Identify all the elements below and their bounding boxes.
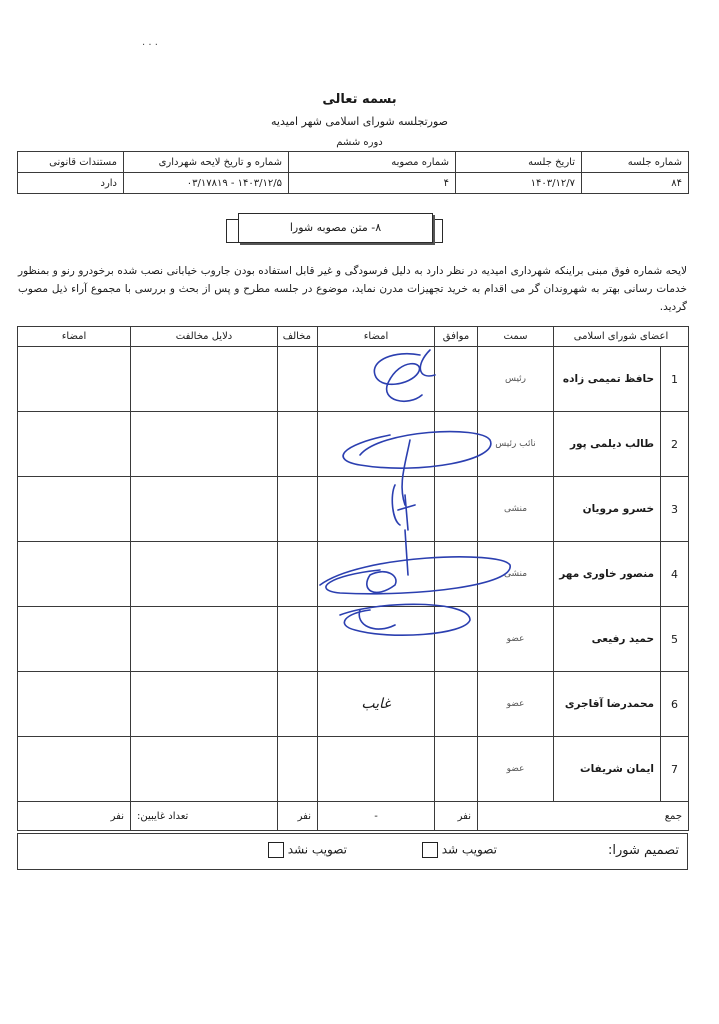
member-role: نائب رئیس	[478, 412, 554, 477]
agree-cell	[435, 672, 478, 737]
signature-cell	[318, 412, 435, 477]
scan-speck: · · ·	[142, 40, 158, 51]
member-role: عضو	[478, 672, 554, 737]
meta-table	[17, 151, 689, 194]
reasons-cell	[131, 477, 278, 542]
option-rejected[interactable]	[262, 842, 347, 858]
signature-cell	[318, 477, 435, 542]
meta-value-bill-ref: ۱۴۰۳/۱۲/۵ - ۰۳/۱۷۸۱۹	[124, 173, 289, 194]
header-term: دوره ششم	[336, 137, 383, 148]
oppose-cell	[278, 347, 318, 412]
signature-cell-2	[18, 672, 131, 737]
table-row	[18, 412, 689, 477]
signature-cell-2	[18, 737, 131, 802]
oppose-cell	[278, 477, 318, 542]
signature-cell	[318, 542, 435, 607]
row-number: 1	[661, 347, 689, 412]
members-table	[17, 326, 689, 831]
row-number: 6	[661, 672, 689, 737]
meta-value-session-no: ۸۴	[582, 173, 689, 194]
resolution-text: لایحه شماره فوق مبنی براینکه شهرداری امیدیه در نظر دارد به دلیل فرسودگی و غیر قابل استفاده بودن جاروب خیابانی نصب شده برخودرو رنو و بمنظور خدمات رسانی بهتر به شهروندان گر می اقدام به خرید تجهیزات مدرن نماید، موضوع در جلسه مطرح و پس از بحث و بررسی با مجموع آراء ذیل مصوب گردید.	[18, 265, 687, 313]
table-row	[18, 347, 689, 412]
member-name: طالب دیلمی پور	[554, 412, 661, 477]
member-name: خسرو مرویان	[554, 477, 661, 542]
oppose-cell	[278, 542, 318, 607]
row-number: 3	[661, 477, 689, 542]
oppose-cell	[278, 412, 318, 477]
meta-value-resolution-no: ۴	[289, 173, 456, 194]
member-role: منشی	[478, 477, 554, 542]
header-reasons: دلایل مخالفت	[131, 327, 278, 347]
resolution-banner: ۸- متن مصوبه شورا	[238, 213, 433, 243]
agree-cell	[435, 542, 478, 607]
row-number: 4	[661, 542, 689, 607]
summary-signature-dash: -	[318, 802, 435, 831]
oppose-cell	[278, 737, 318, 802]
member-role: عضو	[478, 607, 554, 672]
signature-cell-2	[18, 542, 131, 607]
member-name: حمید رفیعی	[554, 607, 661, 672]
header-signature: امضاء	[318, 327, 435, 347]
table-row	[18, 737, 689, 802]
reasons-cell	[131, 607, 278, 672]
table-row	[18, 607, 689, 672]
approved-label: تصویب شد	[441, 842, 497, 857]
table-row	[18, 542, 689, 607]
member-name: منصور خاوری مهر	[554, 542, 661, 607]
header-oppose: مخالف	[278, 327, 318, 347]
signature-cell-2	[18, 347, 131, 412]
header-position: سمت	[478, 327, 554, 347]
header-agree: موافق	[435, 327, 478, 347]
reasons-cell	[131, 542, 278, 607]
member-name: محمدرضا آقاجری	[554, 672, 661, 737]
signature-cell-2	[18, 607, 131, 672]
signature-cell	[318, 737, 435, 802]
header-bismillah: بسمه تعالی	[322, 92, 397, 107]
header-title: صورتجلسه شورای اسلامی شهر امیدیه	[271, 115, 448, 128]
row-number: 7	[661, 737, 689, 802]
option-approved[interactable]	[416, 842, 497, 858]
member-name: ایمان شریفات	[554, 737, 661, 802]
rejected-label: تصویب نشد	[287, 842, 347, 857]
meta-label-session-date: تاریخ جلسه	[456, 152, 582, 173]
table-row	[18, 672, 689, 737]
summary-agree-count: نفر	[435, 802, 478, 831]
signature-cell-2	[18, 477, 131, 542]
signature-cell-2	[18, 412, 131, 477]
summary-absent-count: نفر	[18, 802, 131, 831]
agree-cell	[435, 477, 478, 542]
meta-value-legal-docs: دارد	[18, 173, 124, 194]
member-role: منشی	[478, 542, 554, 607]
reasons-cell	[131, 737, 278, 802]
meta-label-bill-ref: شماره و تاریخ لایحه شهرداری	[124, 152, 289, 173]
member-name: حافظ تمیمی زاده	[554, 347, 661, 412]
row-number: 2	[661, 412, 689, 477]
reasons-cell	[131, 672, 278, 737]
row-number: 5	[661, 607, 689, 672]
agree-cell	[435, 737, 478, 802]
meta-label-resolution-no: شماره مصوبه	[289, 152, 456, 173]
council-decision	[17, 833, 688, 870]
summary-row	[18, 802, 689, 831]
signature-cell	[318, 672, 435, 737]
meta-value-session-date: ۱۴۰۳/۱۲/۷	[456, 173, 582, 194]
oppose-cell	[278, 672, 318, 737]
rejected-checkbox[interactable]	[268, 842, 284, 858]
approved-checkbox[interactable]	[422, 842, 438, 858]
member-role: رئیس	[478, 347, 554, 412]
meta-label-legal-docs: مستندات قانونی	[18, 152, 124, 173]
reasons-cell	[131, 347, 278, 412]
agree-cell	[435, 347, 478, 412]
signature-cell	[318, 347, 435, 412]
signature-cell	[318, 607, 435, 672]
oppose-cell	[278, 607, 318, 672]
decision-label: تصمیم شورا:	[608, 843, 679, 858]
summary-absent-label: تعداد غایبین:	[131, 802, 278, 831]
table-row	[18, 477, 689, 542]
meta-label-session-no: شماره جلسه	[582, 152, 689, 173]
reasons-cell	[131, 412, 278, 477]
member-role: عضو	[478, 737, 554, 802]
header-signature-2: امضاء	[18, 327, 131, 347]
absent-note: غایب	[361, 696, 391, 712]
summary-oppose-count: نفر	[278, 802, 318, 831]
agree-cell	[435, 607, 478, 672]
agree-cell	[435, 412, 478, 477]
summary-total-label: جمع	[478, 802, 689, 831]
header-members: اعضای شورای اسلامی	[554, 327, 689, 347]
